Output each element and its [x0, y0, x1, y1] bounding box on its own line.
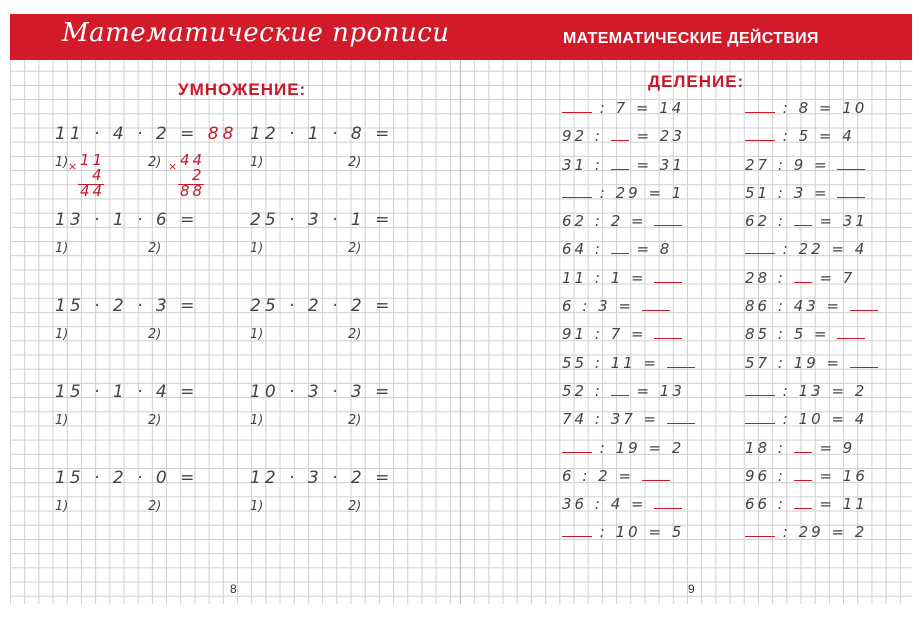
division-number: 8 [798, 99, 812, 117]
step-label: 2) [148, 499, 162, 514]
operator: = [623, 495, 655, 514]
answer-blank[interactable] [745, 98, 775, 113]
mult-exercise [55, 124, 237, 144]
operator: : [775, 127, 799, 146]
division-equation [562, 490, 695, 518]
operator: = [623, 268, 655, 287]
division-number: 96 [745, 466, 771, 485]
division-column-right [745, 94, 878, 547]
times-sign: × [168, 160, 178, 173]
answer-blank[interactable] [745, 381, 775, 396]
division-number: 10 [842, 99, 868, 117]
division-equation [745, 377, 878, 405]
operator: : [770, 353, 794, 372]
worked-b-mult: 2 [192, 166, 206, 184]
division-number: 51 [745, 183, 771, 202]
operator: = [628, 240, 660, 259]
operator: = [806, 183, 838, 202]
answer-blank[interactable] [642, 466, 670, 481]
division-number: 14 [659, 99, 685, 117]
step-label: 1) [55, 155, 69, 170]
operator: = [823, 381, 855, 400]
worked-a-mult: 4 [92, 166, 106, 184]
answer-blank[interactable] [654, 494, 682, 509]
division-number: 9 [793, 155, 807, 174]
operator: = [640, 183, 672, 202]
division-number: 4 [842, 127, 855, 146]
division-number: 5 [671, 523, 685, 542]
division-number: 86 [745, 297, 771, 316]
division-number: 62 [562, 212, 588, 231]
division-number: 16 [842, 466, 868, 485]
division-number: 31 [659, 155, 685, 174]
step-label: 1) [250, 499, 264, 514]
step-label: 2) [348, 241, 362, 256]
mult-exercise: 15 · 2 · 3 = [55, 296, 199, 316]
operator: : [587, 240, 611, 259]
mult-exercise: 12 · 1 · 8 = [250, 124, 394, 144]
division-number: 5 [798, 127, 812, 146]
operator: = [628, 99, 660, 117]
operator: = [811, 99, 843, 117]
division-equation [562, 151, 695, 179]
answer-blank[interactable] [562, 183, 592, 198]
worked-b-top: 44 [180, 151, 206, 169]
worked-b-result: 88 [180, 182, 206, 200]
answer-blank[interactable] [611, 155, 629, 170]
operator: : [574, 466, 599, 485]
division-equation [562, 122, 695, 150]
division-number: 92 [562, 127, 588, 146]
division-number: 31 [562, 155, 588, 174]
operator: : [770, 466, 794, 485]
operator: : [587, 155, 611, 174]
operator: = [610, 466, 642, 485]
division-number: 28 [745, 268, 771, 287]
times-sign: × [68, 160, 78, 173]
operator: = [811, 495, 843, 514]
step-label: 2) [348, 413, 362, 428]
operator: = [623, 212, 655, 231]
division-number: 19 [615, 438, 641, 457]
operator: : [587, 381, 611, 400]
operator: : [770, 155, 794, 174]
division-number: 6 [562, 466, 575, 485]
operator: = [811, 127, 843, 146]
division-equation [562, 320, 695, 348]
division-equation [745, 490, 878, 518]
operator: : [775, 381, 799, 400]
page-number-right: 9 [688, 582, 695, 596]
answer-blank[interactable] [642, 296, 670, 311]
division-equation [562, 377, 695, 405]
step-label: 1) [250, 413, 264, 428]
answer-blank[interactable] [562, 98, 592, 113]
division-number: 13 [659, 381, 685, 400]
operator: : [770, 495, 794, 514]
multiplication-heading: УМНОЖЕНИЕ: [178, 80, 307, 99]
division-number: 85 [745, 325, 771, 344]
operator: : [592, 99, 616, 117]
mult-exercise: 25 · 3 · 1 = [250, 210, 394, 230]
division-number: 22 [798, 240, 824, 259]
operator: : [587, 212, 611, 231]
division-number: 2 [610, 212, 624, 231]
step-label: 2) [148, 413, 162, 428]
division-number: 11 [610, 353, 636, 372]
division-equation [745, 179, 878, 207]
operator: : [592, 523, 616, 542]
division-equation [562, 264, 695, 292]
division-equation [745, 349, 878, 377]
operator: : [574, 297, 599, 316]
answer-blank[interactable] [611, 126, 629, 141]
operator: = [610, 297, 642, 316]
operator: : [770, 325, 794, 344]
mult-expression: 11 · 4 · 2 = [55, 124, 199, 144]
division-column-left [562, 94, 695, 547]
division-number: 11 [562, 268, 588, 287]
operator: = [811, 268, 843, 287]
answer-blank[interactable] [850, 296, 878, 311]
answer-blank[interactable] [837, 324, 865, 339]
operator: = [811, 466, 843, 485]
banner-script-title: Математические прописи [62, 18, 450, 48]
operator: : [587, 127, 611, 146]
answer-blank[interactable] [562, 438, 592, 453]
division-equation [745, 405, 878, 433]
operator: : [770, 438, 794, 457]
answer-blank[interactable] [794, 268, 812, 283]
division-number: 11 [842, 495, 868, 514]
division-number: 29 [615, 183, 641, 202]
division-number: 7 [610, 325, 624, 344]
answer-blank[interactable] [745, 522, 775, 537]
step-label: 1) [55, 499, 69, 514]
page-number-left: 8 [230, 582, 237, 596]
operator: = [806, 155, 838, 174]
answer-blank[interactable] [794, 211, 812, 226]
answer-blank[interactable] [837, 183, 865, 198]
division-number: 7 [842, 268, 856, 287]
answer-blank[interactable] [611, 239, 629, 254]
answer-blank[interactable] [654, 324, 682, 339]
answer-blank[interactable] [611, 381, 629, 396]
operator: : [587, 325, 611, 344]
operator: : [592, 438, 616, 457]
worked-a-top: 11 [80, 151, 106, 169]
division-equation [562, 179, 695, 207]
division-number: 3 [598, 297, 611, 316]
division-equation [745, 235, 878, 263]
operator: = [628, 381, 660, 400]
division-equation [745, 292, 878, 320]
division-number: 8 [659, 240, 673, 259]
operator: : [587, 410, 611, 429]
division-equation [745, 207, 878, 235]
division-equation [745, 434, 878, 462]
operator: = [811, 212, 843, 231]
division-equation [562, 518, 695, 546]
answer-blank[interactable] [745, 239, 775, 254]
operator: : [770, 183, 794, 202]
operator: : [587, 353, 611, 372]
division-equation [745, 518, 878, 546]
division-number: 66 [745, 495, 771, 514]
answer-blank[interactable] [794, 438, 812, 453]
step-label: 2) [348, 499, 362, 514]
operator: = [640, 438, 672, 457]
operator: = [635, 353, 667, 372]
division-equation [745, 151, 878, 179]
operator: : [775, 523, 799, 542]
operator: = [811, 438, 843, 457]
division-number: 4 [854, 410, 868, 429]
answer-blank[interactable] [745, 409, 775, 424]
division-equation [745, 264, 878, 292]
worked-a-result: 44 [80, 182, 106, 200]
operator: = [818, 353, 850, 372]
division-number: 31 [842, 212, 868, 231]
division-equation [562, 405, 695, 433]
division-equation [745, 94, 878, 122]
step-label: 2) [348, 155, 362, 170]
division-number: 23 [659, 127, 685, 146]
division-number: 91 [562, 325, 588, 344]
operator: = [623, 325, 655, 344]
answer-blank[interactable] [654, 268, 682, 283]
division-equation [562, 462, 695, 490]
division-number: 4 [854, 240, 868, 259]
division-number: 2 [671, 438, 685, 457]
division-equation [562, 235, 695, 263]
division-number: 19 [793, 353, 819, 372]
division-number: 18 [745, 438, 771, 457]
division-number: 10 [615, 523, 641, 542]
division-heading: ДЕЛЕНИЕ: [648, 72, 745, 91]
operator: = [823, 523, 855, 542]
mult-answer: 88 [207, 124, 238, 144]
division-equation [562, 349, 695, 377]
operator: = [628, 155, 660, 174]
operator: : [587, 268, 611, 287]
division-number: 29 [798, 523, 824, 542]
operator: = [635, 410, 667, 429]
division-number: 36 [562, 495, 588, 514]
answer-blank[interactable] [794, 466, 812, 481]
step-label: 1) [55, 413, 69, 428]
division-equation [562, 207, 695, 235]
division-equation [745, 462, 878, 490]
step-label: 1) [250, 155, 264, 170]
banner-section-title: МАТЕМАТИЧЕСКИЕ ДЕЙСТВИЯ [563, 30, 819, 47]
operator: = [640, 523, 672, 542]
operator: = [818, 297, 850, 316]
operator: : [775, 240, 799, 259]
mult-exercise: 12 · 3 · 2 = [250, 468, 394, 488]
division-number: 62 [745, 212, 771, 231]
step-label: 2) [148, 241, 162, 256]
division-number: 7 [615, 99, 629, 117]
division-number: 2 [598, 466, 611, 485]
mult-exercise: 25 · 2 · 2 = [250, 296, 394, 316]
operator: : [587, 495, 611, 514]
division-number: 57 [745, 353, 771, 372]
answer-blank[interactable] [654, 211, 682, 226]
division-equation [745, 122, 878, 150]
operator: : [770, 212, 794, 231]
operator: : [770, 297, 794, 316]
operator: = [823, 410, 855, 429]
answer-blank[interactable] [837, 155, 865, 170]
answer-blank[interactable] [667, 353, 695, 368]
operator: : [592, 183, 616, 202]
division-number: 3 [793, 183, 807, 202]
step-label: 1) [250, 327, 264, 342]
division-number: 1 [671, 183, 685, 202]
operator: = [823, 240, 855, 259]
division-number: 52 [562, 381, 588, 400]
operator: : [775, 410, 799, 429]
operator: = [628, 127, 660, 146]
division-number: 4 [610, 495, 624, 514]
division-number: 13 [798, 381, 824, 400]
mult-exercise: 15 · 2 · 0 = [55, 468, 199, 488]
division-number: 6 [562, 297, 575, 316]
mult-exercise: 15 · 1 · 4 = [55, 382, 199, 402]
division-number: 74 [562, 410, 588, 429]
division-equation [562, 434, 695, 462]
division-number: 10 [798, 410, 824, 429]
operator: : [770, 268, 794, 287]
answer-blank[interactable] [562, 522, 592, 537]
division-equation [745, 320, 878, 348]
division-number: 2 [854, 523, 868, 542]
answer-blank[interactable] [850, 353, 878, 368]
division-number: 55 [562, 353, 588, 372]
division-number: 9 [842, 438, 856, 457]
step-label: 1) [55, 241, 69, 256]
step-label: 2) [148, 327, 162, 342]
division-number: 43 [793, 297, 819, 316]
answer-blank[interactable] [745, 126, 775, 141]
mult-exercise: 10 · 3 · 3 = [250, 382, 394, 402]
mult-exercise: 13 · 1 · 6 = [55, 210, 199, 230]
division-equation [562, 94, 695, 122]
division-number: 2 [854, 381, 868, 400]
step-label: 1) [250, 241, 264, 256]
step-label: 2) [348, 327, 362, 342]
operator: : [775, 99, 799, 117]
division-number: 5 [793, 325, 807, 344]
division-number: 1 [610, 268, 624, 287]
operator: = [806, 325, 838, 344]
division-equation [562, 292, 695, 320]
book-spine [459, 14, 461, 604]
answer-blank[interactable] [794, 494, 812, 509]
division-number: 64 [562, 240, 588, 259]
division-number: 37 [610, 410, 636, 429]
answer-blank[interactable] [667, 409, 695, 424]
division-number: 27 [745, 155, 771, 174]
step-label: 2) [148, 155, 162, 170]
step-label: 1) [55, 327, 69, 342]
